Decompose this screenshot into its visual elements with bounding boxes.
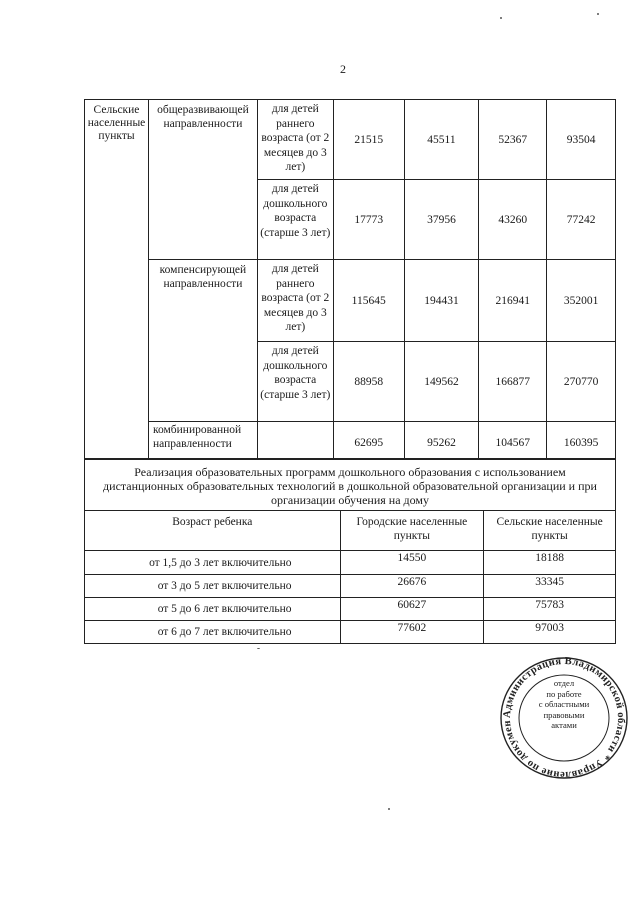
age-group-cell: для детей раннего возраста (от 2 месяцев до 3 лет)	[257, 100, 333, 180]
value-cell: 270770	[547, 342, 616, 422]
age-group-cell: для детей дошкольного возраста (старше 3 лет)	[257, 342, 333, 422]
stamp-line: с областными	[538, 699, 590, 709]
rural-value-cell: 75783	[484, 598, 616, 621]
table-row	[85, 422, 616, 460]
column-header: Возраст ребенка	[85, 511, 341, 551]
value-cell: 166877	[479, 342, 547, 422]
value-cell: 115645	[333, 260, 404, 342]
table-row	[85, 598, 616, 621]
age-group-cell: для детей дошкольного возраста (старше 3 лет)	[257, 180, 333, 260]
value-cell: 37956	[404, 180, 479, 260]
settlement-type-cell: Сельские населенные пункты	[85, 100, 149, 460]
scan-speck	[597, 13, 599, 15]
value-cell: 160395	[547, 422, 616, 460]
orientation-cell: комбинированной направленности	[148, 422, 257, 460]
value-cell: 95262	[404, 422, 479, 460]
value-cell: 43260	[479, 180, 547, 260]
rural-value-cell: 97003	[484, 621, 616, 644]
value-cell: 21515	[333, 100, 404, 180]
table-caption: Реализация образовательных программ дошкольного образования с использованием дистанционных образовательных технологий в дошкольной образовательной организации и при организации обучения на дому	[85, 459, 616, 511]
value-cell: 149562	[404, 342, 479, 422]
urban-value-cell: 60627	[340, 598, 484, 621]
table-caption-row	[85, 459, 616, 511]
value-cell: 88958	[333, 342, 404, 422]
value-cell: 104567	[479, 422, 547, 460]
table-row	[85, 575, 616, 598]
age-cell: от 6 до 7 лет включительно	[85, 621, 341, 644]
cost-table-rural	[84, 99, 616, 460]
table-row	[85, 621, 616, 644]
rural-value-cell: 33345	[484, 575, 616, 598]
column-header: Сельские населенные пункты	[484, 511, 616, 551]
table-row	[85, 551, 616, 575]
scan-speck	[257, 648, 260, 649]
rural-value-cell: 18188	[484, 551, 616, 575]
value-cell: 93504	[547, 100, 616, 180]
page-number: 2	[340, 62, 346, 76]
age-cell: от 3 до 5 лет включительно	[85, 575, 341, 598]
table-header-row	[85, 511, 616, 551]
stamp-line: отдел	[553, 678, 575, 688]
distance-learning-table	[84, 458, 616, 644]
stamp-center-text	[524, 678, 604, 731]
value-cell: 77242	[547, 180, 616, 260]
value-cell: 352001	[547, 260, 616, 342]
value-cell: 62695	[333, 422, 404, 460]
urban-value-cell: 14550	[340, 551, 484, 575]
age-group-cell: для детей раннего возраста (от 2 месяцев до 3 лет)	[257, 260, 333, 342]
orientation-cell: общеразвивающей направленности	[148, 100, 257, 260]
scan-speck	[500, 17, 502, 19]
value-cell: 194431	[404, 260, 479, 342]
age-group-cell	[257, 422, 333, 460]
office-stamp	[499, 656, 629, 780]
orientation-cell: компенсирующей направленности	[148, 260, 257, 422]
stamp-line: по работе	[546, 688, 582, 699]
table-row	[85, 260, 616, 342]
column-header: Городские населенные пункты	[340, 511, 484, 551]
scan-speck	[388, 808, 390, 810]
age-cell: от 1,5 до 3 лет включительно	[85, 551, 341, 575]
value-cell: 45511	[404, 100, 479, 180]
value-cell: 52367	[479, 100, 547, 180]
value-cell: 17773	[333, 180, 404, 260]
value-cell: 216941	[479, 260, 547, 342]
table-row	[85, 100, 616, 180]
urban-value-cell: 77602	[340, 621, 484, 644]
urban-value-cell: 26676	[340, 575, 484, 598]
stamp-ring-text: Администрация Владимирской области * Управление по докумен	[501, 656, 627, 780]
stamp-line: правовыми	[543, 709, 585, 720]
age-cell: от 5 до 6 лет включительно	[85, 598, 341, 621]
stamp-line: актами	[551, 720, 577, 730]
